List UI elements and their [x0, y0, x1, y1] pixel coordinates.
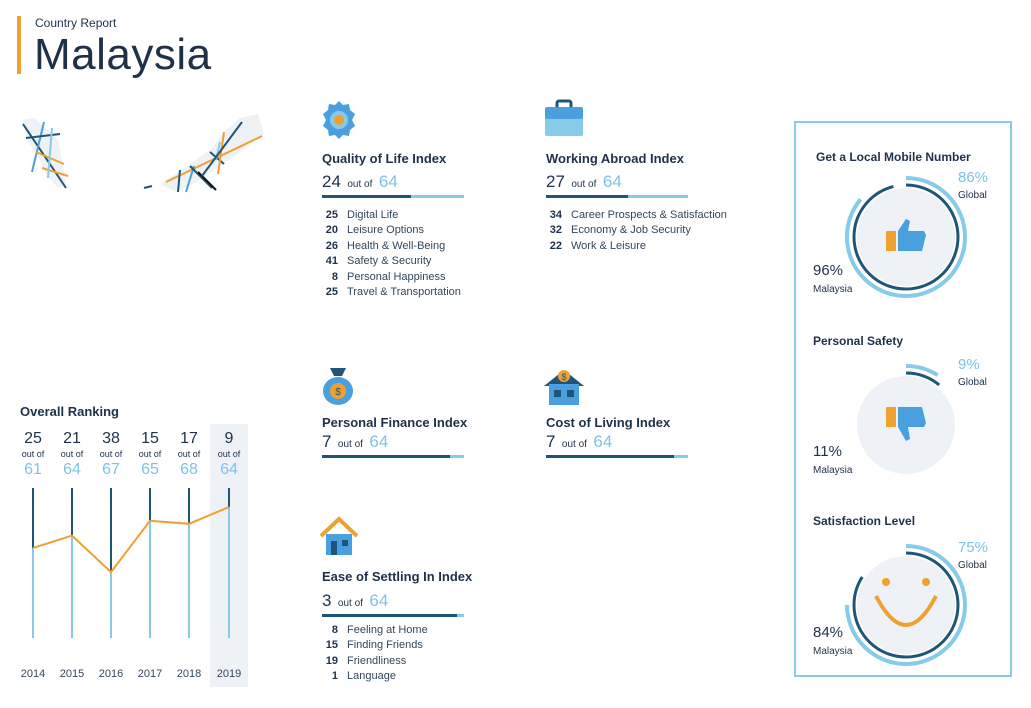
quality-of-life-progress [322, 195, 464, 198]
sub-rank: 22 [549, 239, 562, 252]
progress-fill [546, 455, 674, 458]
money-bag-icon [320, 366, 356, 406]
out-of-label: out of [99, 449, 123, 459]
list-item [322, 638, 428, 654]
personal-finance-progress [322, 455, 464, 458]
year-label-2014: 2014 [20, 668, 46, 680]
ease-of-settling-subindices [322, 622, 428, 684]
sub-label: Health & Well-Being [347, 239, 446, 252]
year-label-2018: 2018 [176, 668, 202, 680]
list-item [322, 285, 461, 301]
sub-label: Work & Leisure [571, 239, 646, 252]
country-label: Malaysia [813, 284, 853, 295]
sub-label: Feeling at Home [347, 623, 428, 636]
out-of-label: out of [21, 449, 45, 459]
rank-total: 64 [593, 432, 613, 451]
rank-value: 24 [322, 172, 341, 191]
house-dollar-icon [542, 366, 586, 406]
list-item [322, 238, 461, 254]
header-accent-bar [17, 16, 21, 74]
satisfaction-country-pct: 84% [813, 624, 844, 641]
sub-rank: 25 [325, 208, 338, 221]
sub-label: Language [347, 670, 396, 683]
year-label-2017: 2017 [137, 668, 163, 680]
overall-ranking-title: Overall Ranking [20, 404, 119, 419]
list-item [322, 254, 461, 270]
global-label: Global [958, 560, 987, 571]
list-item [322, 622, 428, 638]
year-rank: 9 [224, 430, 234, 447]
ease-of-settling-progress [322, 614, 464, 617]
cost-of-living-progress [546, 455, 688, 458]
out-of-label: out of [138, 449, 162, 459]
sub-label: Economy & Job Security [571, 224, 691, 237]
house-icon [320, 516, 358, 556]
progress-fill [322, 195, 411, 198]
cost-of-living-rank [546, 432, 612, 452]
overall-ranking-chart [0, 480, 260, 650]
year-total: 61 [24, 461, 42, 478]
rank-total: 64 [378, 172, 398, 191]
year-rank: 15 [141, 430, 159, 447]
sub-label: Finding Friends [347, 639, 423, 652]
list-item [546, 238, 727, 254]
satisfaction-title: Satisfaction Level [813, 514, 916, 528]
sub-rank: 1 [331, 670, 338, 683]
rank-total: 64 [369, 432, 389, 451]
out-of-label: out of [571, 179, 597, 190]
cost-of-living-title: Cost of Living Index [546, 415, 671, 430]
rank-value: 7 [546, 432, 556, 451]
thumbs-up-icon [884, 217, 928, 257]
safety-country-pct: 11% [813, 443, 842, 460]
ease-of-settling-title: Ease of Settling In Index [322, 569, 473, 584]
list-item [322, 653, 428, 669]
mobile-global-pct: 86% [958, 169, 989, 186]
year-total: 68 [180, 461, 198, 478]
quality-of-life-subindices [322, 207, 461, 300]
list-item [322, 669, 428, 685]
personal-safety-title: Personal Safety [813, 334, 904, 348]
year-rank: 38 [102, 430, 120, 447]
map-icon [18, 112, 268, 198]
list-item [546, 207, 727, 223]
sub-label: Leisure Options [347, 224, 425, 237]
out-of-label: out of [60, 449, 84, 459]
sub-rank: 41 [325, 255, 338, 268]
rank-value: 27 [546, 172, 565, 191]
ranking-2018 [169, 430, 209, 480]
sub-rank: 15 [325, 639, 338, 652]
global-label: Global [958, 190, 987, 201]
year-label-2016: 2016 [98, 668, 124, 680]
sub-label: Personal Happiness [347, 270, 446, 283]
sub-label: Digital Life [347, 208, 399, 221]
out-of-label: out of [347, 179, 373, 190]
list-item [322, 223, 461, 239]
sub-label: Safety & Security [347, 255, 432, 268]
ranking-2016 [91, 430, 131, 480]
page-title: Malaysia [34, 30, 212, 79]
year-label-2019: 2019 [216, 668, 242, 680]
rank-total: 64 [602, 172, 622, 191]
year-label-2015: 2015 [59, 668, 85, 680]
medal-icon [321, 99, 357, 143]
sub-label: Friendliness [347, 654, 407, 667]
svg-text:$: $ [561, 372, 567, 382]
rank-trend-line [33, 507, 229, 572]
ease-of-settling-rank [322, 591, 388, 611]
out-of-label: out of [177, 449, 201, 459]
ranking-2014 [13, 430, 53, 480]
thumbs-down-icon [884, 403, 928, 443]
year-total: 65 [141, 461, 159, 478]
progress-fill [322, 455, 450, 458]
year-rank: 17 [180, 430, 198, 447]
safety-global-pct: 9% [958, 356, 980, 373]
svg-text:$: $ [335, 387, 341, 398]
out-of-label: out of [337, 598, 363, 609]
working-abroad-rank [546, 172, 622, 192]
country-label: Malaysia [813, 646, 853, 657]
year-rank: 21 [63, 430, 81, 447]
country-label: Malaysia [813, 465, 853, 476]
year-total: 64 [220, 461, 238, 478]
sub-rank: 25 [325, 286, 338, 299]
progress-fill [322, 614, 457, 617]
sub-label: Travel & Transportation [347, 286, 461, 299]
working-abroad-progress [546, 195, 688, 198]
year-total: 67 [102, 461, 120, 478]
working-abroad-title: Working Abroad Index [546, 151, 684, 166]
list-item [322, 269, 461, 285]
rank-value: 7 [322, 432, 332, 451]
sub-rank: 8 [331, 623, 338, 636]
global-label: Global [958, 377, 987, 388]
out-of-label: out of [217, 449, 241, 459]
mobile-number-title: Get a Local Mobile Number [816, 150, 971, 164]
working-abroad-subindices [546, 207, 727, 254]
list-item [546, 223, 727, 239]
ranking-2019 [209, 430, 249, 480]
sub-rank: 8 [331, 270, 338, 283]
sub-rank: 26 [325, 239, 338, 252]
rank-value: 3 [322, 591, 332, 610]
briefcase-icon [544, 99, 584, 137]
personal-finance-title: Personal Finance Index [322, 415, 468, 430]
mobile-country-pct: 96% [813, 262, 844, 279]
quality-of-life-rank [322, 172, 398, 192]
sub-rank: 20 [325, 224, 338, 237]
out-of-label: out of [337, 439, 363, 450]
satisfaction-global-pct: 75% [958, 539, 989, 556]
report-subtitle: Country Report [35, 16, 117, 30]
list-item [322, 207, 461, 223]
ranking-2015 [52, 430, 92, 480]
rank-total: 64 [369, 591, 389, 610]
personal-finance-rank [322, 432, 388, 452]
sub-rank: 19 [325, 654, 338, 667]
year-total: 64 [63, 461, 81, 478]
out-of-label: out of [561, 439, 587, 450]
year-rank: 25 [24, 430, 42, 447]
quality-of-life-title: Quality of Life Index [322, 151, 447, 166]
smiley-icon [872, 574, 940, 634]
sub-rank: 34 [549, 208, 562, 221]
progress-fill [546, 195, 628, 198]
sub-label: Career Prospects & Satisfaction [571, 208, 727, 221]
ranking-2017 [130, 430, 170, 480]
sub-rank: 32 [549, 224, 562, 237]
